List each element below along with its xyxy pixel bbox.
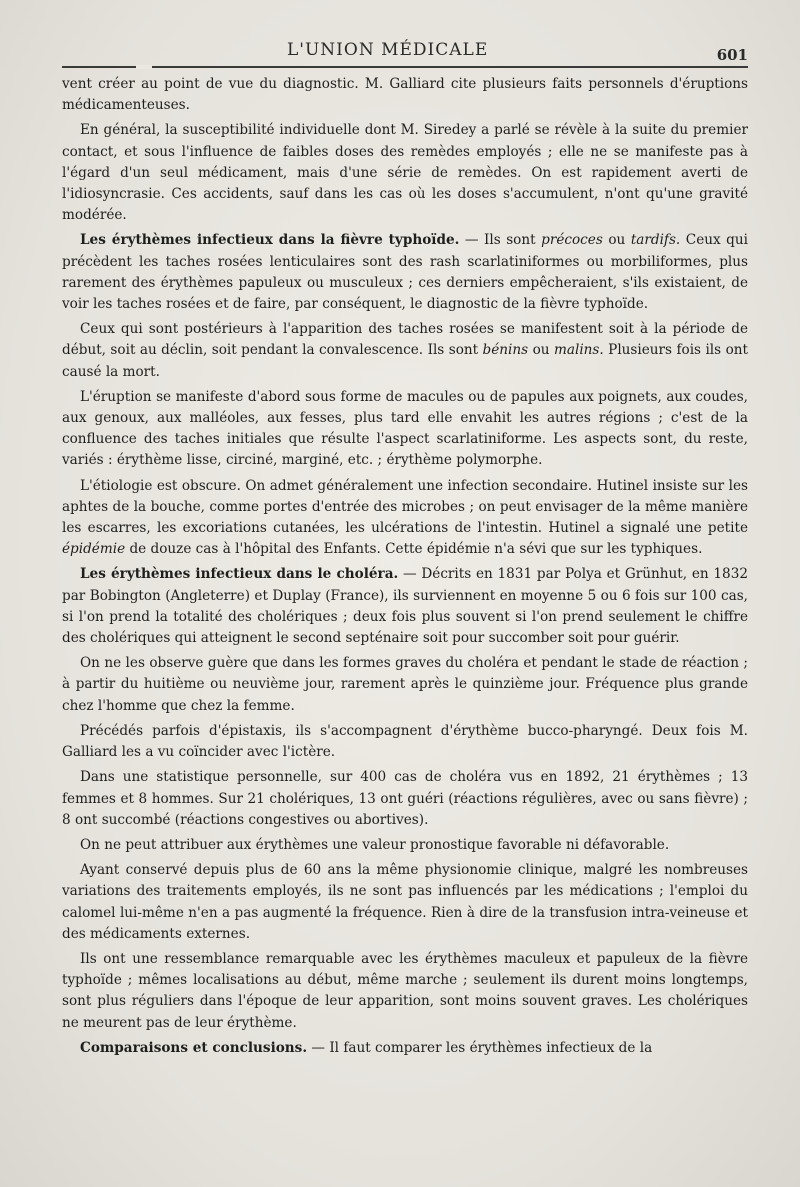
emphasis-text: bénins (482, 342, 529, 359)
paragraph-text: — Ils sont (459, 232, 542, 249)
article-body (62, 74, 748, 1059)
paragraph-text: — Il faut comparer les érythèmes infectieux de la (307, 1039, 653, 1056)
paragraph-text: de douze cas à l'hôpital des Enfants. Cette épidémie n'a sévi que sur les typhiques. (125, 541, 703, 558)
paragraph-text: vent créer au point de vue du diagnostic. M. Galliard cite plusieurs faits personnels d'éruptions médicamenteuses. (62, 76, 748, 114)
paragraph-text: L'étiologie est obscure. On admet généralement une infection secondaire. Hutinel insiste sur les aphtes de la bouche, comme portes d'entrée des microbes ; on peut envisager de la même manière les escarres, les excoriations cutanées, les ulcérations de l'intestin. Hutinel a signalé une petite (62, 477, 748, 537)
paragraph (62, 120, 748, 226)
page-number: 601 (716, 46, 748, 64)
emphasis-text: épidémie (62, 541, 126, 558)
paragraph (62, 564, 748, 649)
paragraph-text: On ne les observe guère que dans les formes graves du choléra et pendant le stade de réaction ; à partir du huitième ou neuvième jour, rarement après le quinzième jour. Fréquence plus grande chez l'homme que chez la femme. (62, 655, 748, 714)
paragraph-text: ou (528, 342, 554, 359)
paragraph-text: En général, la susceptibilité individuelle dont M. Siredey a parlé se révèle à la suite du premier contact, et sous l'influence de faibles doses des remèdes employés ; elle ne se manifeste pas à l'égard d'un seul médicament, mais d'une série de remèdes. On est rapidement averti de l'idiosyncrasie. Ces accidents, sauf dans les cas où les doses s'accumulent, n'ont qu'une gravité modérée. (62, 122, 748, 224)
paragraph-text: Plusieurs fois ils ont causé la mort. (62, 342, 748, 380)
paragraph (62, 319, 748, 383)
paragraph (62, 835, 748, 856)
paragraph (62, 387, 748, 472)
paragraph-text: Ceux qui précèdent les taches rosées lenticulaires sont des rash scarlatiniformes ou morbiliformes, plus rarement des érythèmes papuleux ou musculeux ; ces derniers empêcheraient, s'ils existaient, de voir les taches rosées et de faire, par conséquent, le diagnostic de la fièvre typhoïde. (62, 232, 748, 313)
section-heading: Les érythèmes infectieux dans la fièvre typhoïde. (80, 232, 460, 249)
running-title: L'UNION MÉDICALE (287, 40, 489, 60)
emphasis-text: tardifs. (630, 232, 681, 249)
page-header (62, 40, 748, 74)
paragraph (62, 721, 748, 763)
paragraph (62, 74, 748, 116)
emphasis-text: malins. (553, 342, 604, 359)
paragraph-text: — Décrits en 1831 par Polya et Grünhut, en 1832 par Bobington (Angleterre) et Duplay (France), ils surviennent en moyenne 5 ou 6 fois sur 100 cas, si l'on prend la totalité des cholériques ; deux fois plus souvent si l'on prend seulement le chiffre des cholériques qui atteignent le second septénaire soit pour succomber soit pour guérir. (62, 566, 748, 647)
paragraph-text: Dans une statistique personnelle, sur 400 cas de choléra vus en 1892, 21 érythèmes ; 13 femmes et 8 hommes. Sur 21 cholériques, 13 ont guéri (réactions régulières, avec ou sans fièvre) ; 8 ont succombé (réactions congestives ou abortives). (62, 769, 748, 828)
paragraph (62, 767, 748, 831)
paragraph (62, 1038, 748, 1059)
paragraph (62, 653, 748, 717)
paragraph-text: ou (602, 232, 631, 249)
paragraph-text: On ne peut attribuer aux érythèmes une valeur pronostique favorable ni défavorable. (80, 836, 670, 853)
paragraph-text: Ceux qui sont postérieurs à l'apparition des taches rosées se manifestent soit à la période de début, soit au déclin, soit pendant la convalescence. Ils sont (62, 321, 748, 359)
paragraph (62, 476, 748, 561)
paragraph-text: Ayant conservé depuis plus de 60 ans la même physionomie clinique, malgré les nombreuses variations des traitements employés, ils ne sont pas influencés par les médications ; l'emploi du calomel lui-même n'en a pas augmenté la fréquence. Rien à dire de la transfusion intra-veineuse et des médicaments externes. (62, 862, 748, 942)
paragraph-text: Ils ont une ressemblance remarquable avec les érythèmes maculeux et papuleux de la fièvre typhoïde ; mêmes localisations au début, même marche ; seulement ils durent moins longtemps, sont plus réguliers dans l'époque de leur apparition, sont moins souvent graves. Les cholériques ne meurent pas de leur érythème. (62, 950, 748, 1031)
emphasis-text: précoces (541, 232, 603, 249)
paragraph (62, 860, 748, 945)
section-heading: Les érythèmes infectieux dans le choléra. (80, 566, 399, 583)
paragraph-text: L'éruption se manifeste d'abord sous forme de macules ou de papules aux poignets, aux coudes, aux genoux, aux malléoles, aux fesses, plus tard elle envahit les autres régions ; c'est de la confluence des taches initiales que résulte l'aspect scarlatiniforme. Les aspects sont, du reste, variés : érythème lisse, circiné, marginé, etc. ; érythème polymorphe. (62, 388, 748, 469)
header-rule (62, 66, 748, 68)
paragraph (62, 949, 748, 1034)
paragraph-text: Précédés parfois d'épistaxis, ils s'accompagnent d'érythème bucco-pharyngé. Deux fois M. Galliard les a vu coïncider avec l'ictère. (62, 722, 748, 761)
paragraph (62, 230, 748, 315)
section-heading: Comparaisons et conclusions. (80, 1039, 308, 1056)
